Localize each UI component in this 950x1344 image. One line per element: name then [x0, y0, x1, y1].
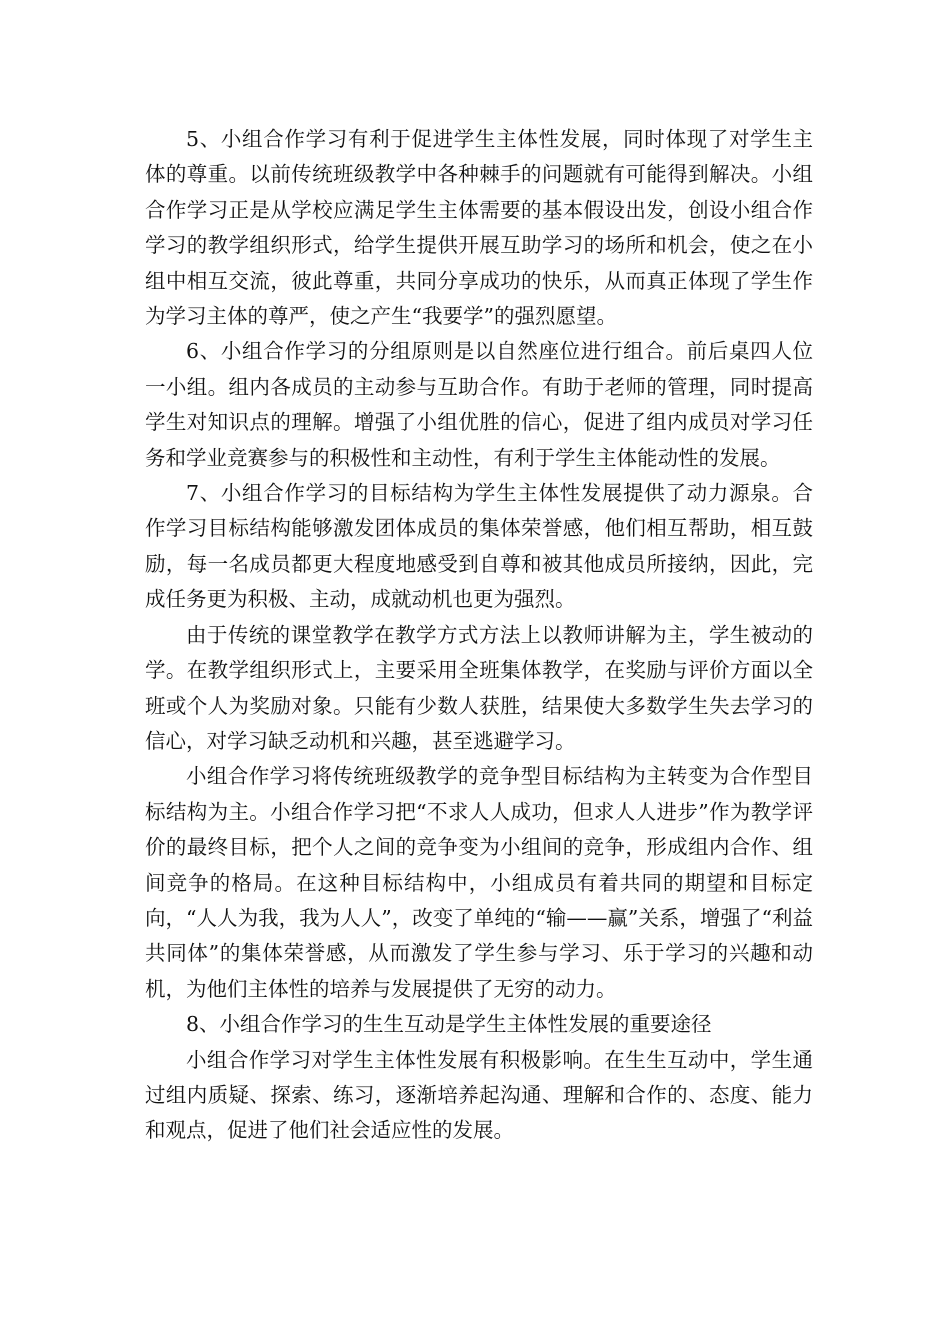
paragraph-peer-interaction: 小组合作学习对学生主体性发展有积极影响。在生生互动中，学生通过组内质疑、探索、练习，逐渐培养起沟通、理解和合作的、态度、能力和观点，促进了他们社会适应性的发展。 — [145, 1047, 813, 1143]
paragraph-cooperative-goal-structure: 小组合作学习将传统班级教学的竞争型目标结构为主转变为合作型目标结构为主。小组合作学习把“不求人人成功，但求人人进步”作为教学评价的最终目标，把个人之间的竞争变为小组间的竞争，形成组内合作、组间竞争的格局。在这种目标结构中，小组成员有着共同的期望和目标定向，“人人为我，我为人人”，改变了单纯的“输——赢”关系，增强了“利益共同体”的集体荣誉感，从而激发了学生参与学习、乐于学习的兴趣和动机，为他们主体性的培养与发展提供了无穷的动力。 — [145, 764, 813, 1001]
paragraph-item-8-heading: 8、小组合作学习的生生互动是学生主体性发展的重要途径 — [186, 1012, 712, 1037]
paragraph-item-7: 7、小组合作学习的目标结构为学生主体性发展提供了动力源泉。合作学习目标结构能够激发团体成员的集体荣誉感，他们相互帮助，相互鼓励，每一名成员都更大程度地感受到自尊和被其他成员所接纳，因此，完成任务更为积极、主动，成就动机也更为强烈。 — [145, 481, 813, 612]
paragraph-traditional-teaching: 由于传统的课堂教学在教学方式方法上以教师讲解为主，学生被动的学。在教学组织形式上，主要采用全班集体教学，在奖励与评价方面以全班或个人为奖励对象。只能有少数人获胜，结果使大多数学生失去学习的信心，对学习缺乏动机和兴趣，甚至逃避学习。 — [145, 622, 813, 753]
paragraph-item-6: 6、小组合作学习的分组原则是以自然座位进行组合。前后桌四人位一小组。组内各成员的主动参与互助合作。有助于老师的管理，同时提高学生对知识点的理解。增强了小组优胜的信心，促进了组内成员对学习任务和学业竞赛参与的积极性和主动性，有利于学生主体能动性的发展。 — [145, 339, 813, 470]
document-body — [145, 122, 813, 1149]
paragraph-item-5: 5、小组合作学习有利于促进学生主体性发展，同时体现了对学生主体的尊重。以前传统班级教学中各种棘手的问题就有可能得到解决。小组合作学习正是从学校应满足学生主体需要的基本假设出发，创设小组合作学习的教学组织形式，给学生提供开展互助学习的场所和机会，使之在小组中相互交流，彼此尊重，共同分享成功的快乐，从而真正体现了学生作为学习主体的尊严，使之产生“我要学”的强烈愿望。 — [145, 127, 813, 329]
